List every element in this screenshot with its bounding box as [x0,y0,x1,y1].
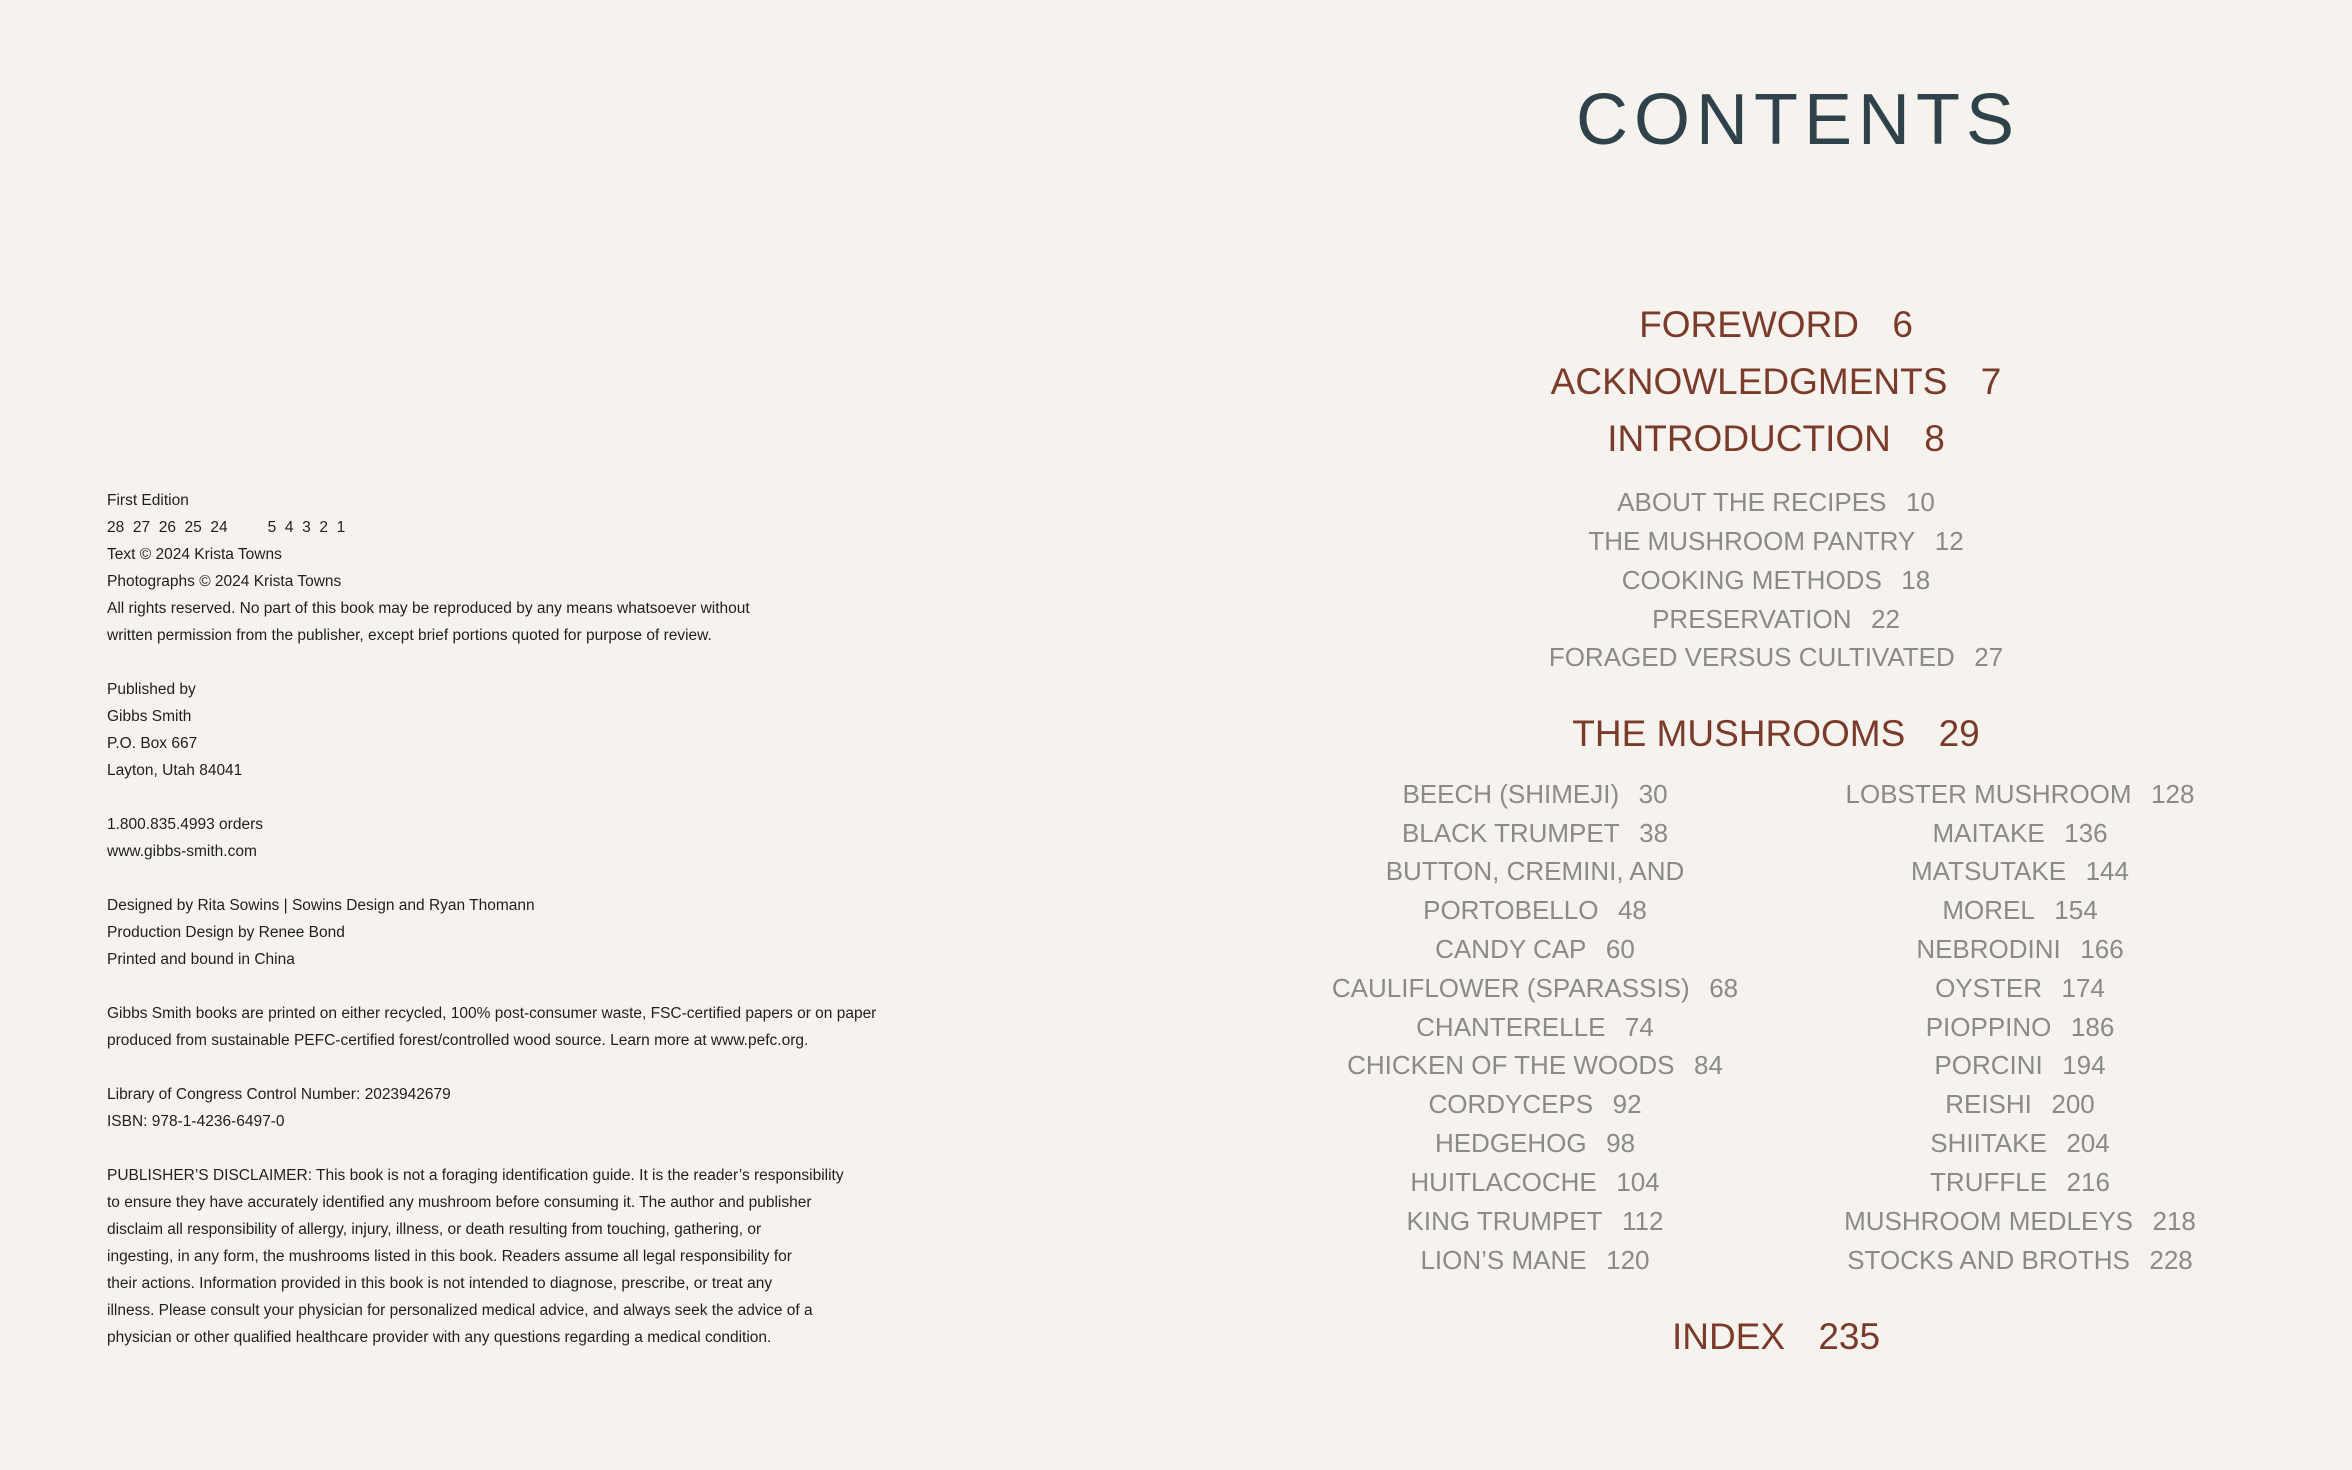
toc-entry-index[interactable] [1476,1318,2076,1355]
production-credit: Production Design by Renee Bond [107,924,345,941]
toc-entry-label: KING TRUMPET [1406,1206,1603,1236]
toc-entry-mushroom[interactable] [1770,858,2270,884]
toc-entry-label: STOCKS AND BROTHS [1847,1245,2130,1275]
rights-line-2: written permission from the publisher, except brief portions quoted for purpose of review. [107,627,712,644]
toc-entry-page: 18 [1901,565,1931,595]
toc-entry-page: 154 [2054,895,2098,925]
toc-entry-mushroom[interactable] [1285,975,1785,1001]
paper-note-1: Gibbs Smith books are printed on either recycled, 100% post-consumer waste, FSC-certified papers or on paper [107,1005,877,1022]
disclaimer-line: illness. Please consult your physician for personalized medical advice, and always seek the advice of a [107,1302,813,1319]
toc-entry-page: 112 [1622,1206,1664,1236]
toc-entry-label: CANDY CAP [1435,934,1587,964]
toc-entry-label: MOREL [1942,895,2035,925]
toc-entry-page: 22 [1870,604,1900,634]
toc-entry-mushroom[interactable] [1770,975,2270,1001]
toc-entry-label: OYSTER [1935,973,2043,1003]
toc-entry-label: REISHI [1945,1089,2032,1119]
toc-entry-page: 204 [2066,1128,2110,1158]
toc-entry-label: CORDYCEPS [1428,1089,1594,1119]
toc-entry-page: 104 [1616,1167,1660,1197]
toc-entry-label: HUITLACOCHE [1410,1167,1597,1197]
published-by-label: Published by [107,681,196,698]
toc-entry-cooking-methods[interactable] [1476,567,2076,593]
photo-credit: Photographs © 2024 Krista Towns [107,573,342,590]
toc-entry-page: 120 [1606,1245,1650,1275]
publisher-name: Gibbs Smith [107,708,192,725]
toc-entry-mushroom[interactable] [1285,781,1785,807]
edition-line: First Edition [107,492,189,509]
toc-entry-page: 228 [2149,1245,2193,1275]
disclaimer-line: to ensure they have accurately identified any mushroom before consuming it. The author and publisher [107,1194,812,1211]
toc-entry-page: 30 [1638,779,1668,809]
toc-entry-foreword[interactable] [1476,306,2076,343]
toc-entry-label: NEBRODINI [1916,934,2061,964]
toc-entry-label: LOBSTER MUSHROOM [1845,779,2132,809]
publisher-phone: 1.800.835.4993 orders [107,816,263,833]
toc-entry-mushroom[interactable] [1770,781,2270,807]
publisher-po-box: P.O. Box 667 [107,735,198,752]
contents-title: CONTENTS [1576,80,2020,160]
toc-entry-mushroom[interactable] [1285,1052,1785,1078]
toc-entry-page: 144 [2085,856,2129,886]
toc-entry-page: 200 [2051,1089,2095,1119]
toc-entry-page: 7 [1980,361,2002,402]
toc-entry-label: TRUFFLE [1930,1167,2048,1197]
toc-entry-page: 60 [1605,934,1635,964]
toc-entry-label: MAITAKE [1932,818,2045,848]
lccn: Library of Congress Control Number: 2023942679 [107,1086,451,1103]
toc-entry-label: ACKNOWLEDGMENTS [1550,361,1948,402]
toc-entry-label: CHANTERELLE [1416,1012,1606,1042]
printing-years: 28 27 26 25 24 [107,519,228,536]
toc-entry-page: 12 [1934,526,1964,556]
toc-entry-label: BUTTON, CREMINI, AND [1385,856,1685,886]
printed-in: Printed and bound in China [107,951,295,968]
toc-entry-preservation[interactable] [1476,606,2076,632]
toc-entry-label: THE MUSHROOMS [1572,713,1906,754]
paper-note-2: produced from sustainable PEFC-certified forest/controlled wood source. Learn more at www.pefc.org. [107,1032,809,1049]
toc-entry-mushroom[interactable] [1285,1091,1785,1117]
toc-entry-label: PIOPPINO [1925,1012,2052,1042]
toc-entry-page: 174 [2061,973,2105,1003]
disclaimer-line: their actions. Information provided in this book is not intended to diagnose, prescribe, or treat any [107,1275,773,1292]
toc-entry-mushroom[interactable] [1285,897,1785,923]
toc-entry-label: ABOUT THE RECIPES [1617,487,1887,517]
toc-entry-page: 6 [1892,304,1913,345]
isbn: ISBN: 978-1-4236-6497-0 [107,1113,285,1130]
toc-entry-mushroom[interactable] [1770,897,2270,923]
toc-entry-label: MATSUTAKE [1911,856,2067,886]
toc-entry-page: 29 [1938,713,1980,754]
toc-entry-page: 84 [1694,1050,1723,1080]
toc-entry-label: HEDGEHOG [1434,1128,1587,1158]
toc-entry-mushroom-pantry[interactable] [1476,528,2076,554]
toc-entry-mushroom[interactable] [1770,1169,2270,1195]
toc-entry-page: 10 [1905,487,1935,517]
toc-entry-mushroom[interactable] [1285,1014,1785,1040]
toc-entry-page: 136 [2064,818,2108,848]
toc-entry-label: PORTOBELLO [1423,895,1599,925]
toc-entry-label: INTRODUCTION [1607,418,1891,459]
toc-entry-mushroom[interactable] [1285,1208,1785,1234]
toc-entry-page: 194 [2062,1050,2106,1080]
toc-entry-page: 48 [1617,895,1647,925]
toc-entry-label: BLACK TRUMPET [1401,818,1620,848]
toc-entry-page: 166 [2080,934,2124,964]
toc-entry-mushroom[interactable] [1770,1247,2270,1273]
toc-entry-mushroom[interactable] [1770,1014,2270,1040]
toc-entry-label: THE MUSHROOM PANTRY [1588,526,1916,556]
toc-entry-label: PRESERVATION [1652,604,1852,634]
design-credit: Designed by Rita Sowins | Sowins Design and Ryan Thomann [107,897,535,914]
copyright-page [107,487,927,1351]
toc-entry-label: LION’S MANE [1420,1245,1587,1275]
toc-entry-mushroom[interactable] [1770,1208,2270,1234]
disclaimer-line: ingesting, in any form, the mushrooms listed in this book. Readers assume all legal responsibility for [107,1248,792,1265]
toc-entry-label: FORAGED VERSUS CULTIVATED [1548,642,1955,672]
toc-entry-page: 128 [2151,779,2195,809]
toc-entry-page: 216 [2066,1167,2110,1197]
toc-entry-page: 92 [1612,1089,1642,1119]
toc-entry-mushroom[interactable] [1285,1130,1785,1156]
toc-entry-page: 218 [2152,1206,2196,1236]
toc-entry-page: 235 [1818,1316,1881,1357]
disclaimer-line: PUBLISHER’S DISCLAIMER: This book is not a foraging identification guide. It is the reader’s responsibility [107,1167,844,1184]
toc-entry-label: FOREWORD [1639,304,1860,345]
disclaimer-line: physician or other qualified healthcare provider with any questions regarding a medical condition. [107,1329,772,1346]
toc-entry-page: 27 [1974,642,2004,672]
toc-entry-page: 68 [1709,973,1739,1003]
toc-entry-the-mushrooms[interactable] [1476,715,2076,752]
toc-entry-foraged-versus-cultivated[interactable] [1476,644,2076,670]
toc-entry-label: SHIITAKE [1930,1128,2047,1158]
toc-entry-mushroom[interactable] [1285,1247,1785,1273]
toc-entry-mushroom[interactable] [1770,1052,2270,1078]
toc-entry-page: 98 [1606,1128,1636,1158]
toc-entry-label: MUSHROOM MEDLEYS [1844,1206,2134,1236]
toc-entry-label: INDEX [1671,1316,1786,1357]
toc-entry-page: 38 [1639,818,1669,848]
publisher-website: www.gibbs-smith.com [107,843,257,860]
toc-entry-mushroom[interactable] [1770,936,2270,962]
toc-entry-page: 186 [2070,1012,2115,1042]
toc-entry-label: BEECH (SHIMEJI) [1402,779,1620,809]
printing-numbers: 5 4 3 2 1 [267,519,346,536]
publisher-city: Layton, Utah 84041 [107,762,243,779]
rights-line-1: All rights reserved. No part of this book may be reproduced by any means whatsoever without [107,600,750,617]
toc-entry-mushroom[interactable] [1285,820,1785,846]
toc-entry-mushroom[interactable] [1770,1130,2270,1156]
printing-line [107,514,927,541]
toc-entry-label: COOKING METHODS [1621,565,1882,595]
toc-entry-page: 74 [1624,1012,1654,1042]
toc-entry-introduction[interactable] [1476,420,2076,457]
toc-entry-about-the-recipes[interactable] [1476,489,2076,515]
toc-entry-page: 8 [1924,418,1945,459]
disclaimer-line: disclaim all responsibility of allergy, injury, illness, or death resulting from touching, gathering, or [107,1221,762,1238]
toc-entry-mushroom[interactable] [1285,936,1785,962]
toc-entry-mushroom[interactable] [1770,820,2270,846]
toc-entry-label: PORCINI [1934,1050,2043,1080]
toc-entry-acknowledgments[interactable] [1476,363,2076,400]
toc-entry-mushroom[interactable] [1285,1169,1785,1195]
toc-entry-mushroom[interactable] [1770,1091,2270,1117]
toc-entry-mushroom[interactable] [1285,858,1785,884]
toc-entry-label: CHICKEN OF THE WOODS [1347,1050,1675,1080]
toc-entry-label: CAULIFLOWER (SPARASSIS) [1331,973,1690,1003]
text-credit: Text © 2024 Krista Towns [107,546,282,563]
